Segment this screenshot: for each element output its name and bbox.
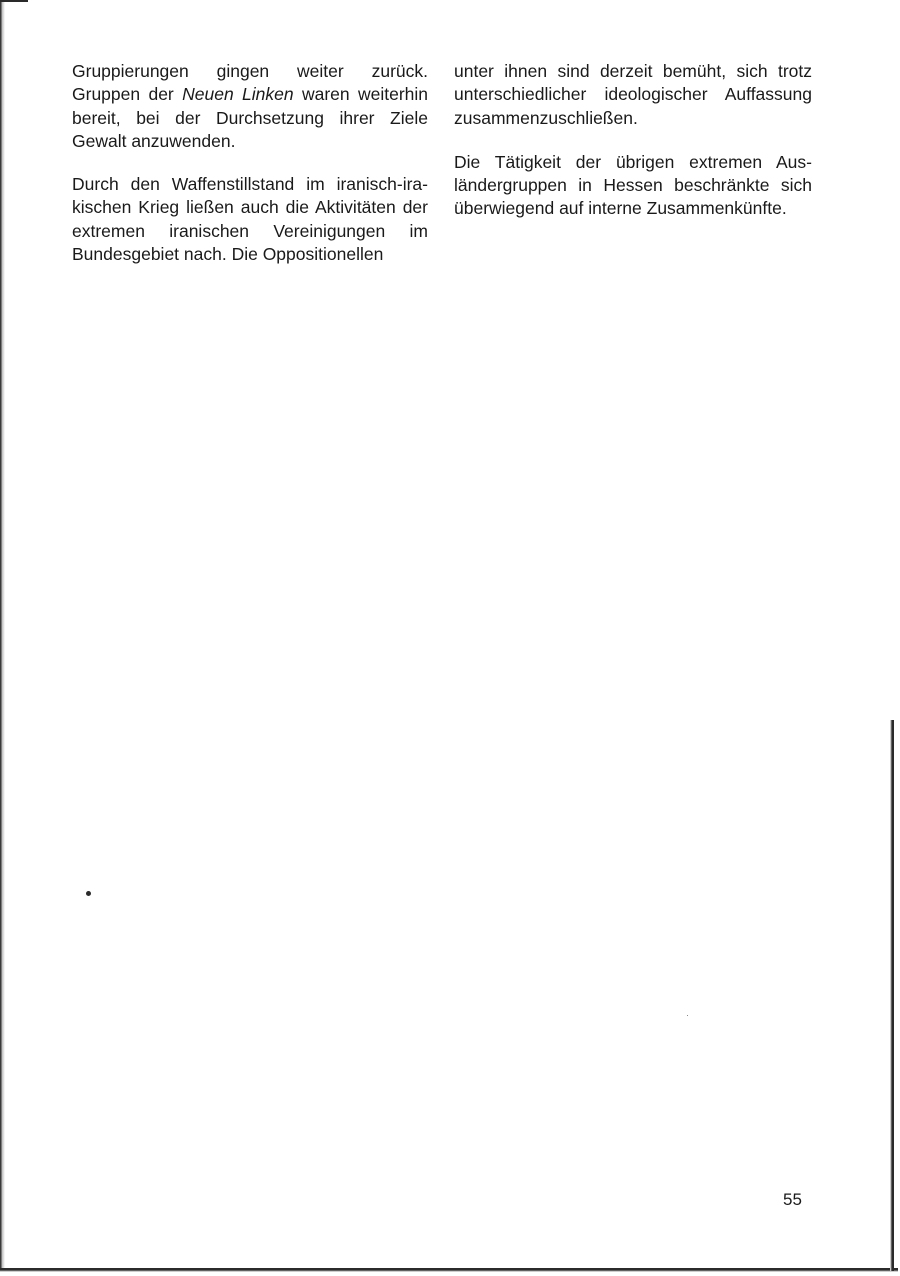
left-paragraph-1-text-end: waren weiterhin bereit, bei der Durchsetzung ihrer Ziele Gewalt anzuwenden. — [72, 84, 429, 151]
right-paragraph-2: Die Tätigkeit der übrigen extremen Ausländergruppen in Hessen beschränkte sich überwiegend auf interne Zusammenkünfte. — [454, 151, 812, 219]
left-paragraph-1-emphasis: Neuen Linken — [182, 84, 294, 105]
scan-edge-left — [0, 0, 5, 1272]
left-column — [72, 60, 428, 266]
scan-edge-bottom — [0, 1268, 898, 1272]
scan-edge-top-mark — [0, 0, 28, 2]
right-column — [454, 60, 812, 221]
scan-dot-mark — [86, 891, 91, 896]
left-paragraph-2: Durch den Waffenstillstand im iranisch-irakischen Krieg ließen auch die Aktivitäten der extremen iranischen Vereinigungen im Bundesgebiet nach. Die Oppositionellen — [72, 174, 428, 265]
page-number: 55 — [783, 1190, 802, 1209]
scan-speck — [687, 1015, 688, 1016]
left-paragraph-1-text-start: Gruppierungen gingen weiter zurück. Gruppen der — [72, 61, 428, 105]
left-paragraph-1 — [72, 60, 428, 153]
right-paragraph-1: unter ihnen sind derzeit bemüht, sich trotz unterschiedlicher ideologischer Auffassung zusammenzuschließen. — [454, 61, 812, 128]
scan-edge-right — [890, 720, 894, 1271]
